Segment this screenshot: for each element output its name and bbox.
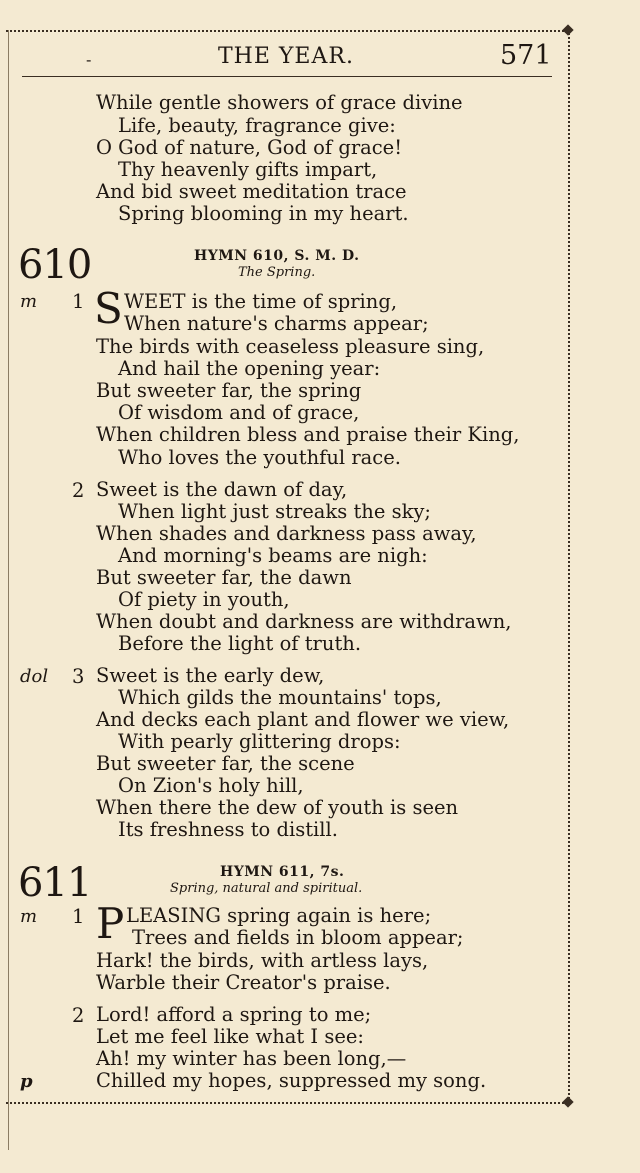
verse-line: Before the light of truth.: [118, 632, 362, 655]
verse-line: Trees and fields in bloom appear;: [132, 926, 464, 949]
verse-line: Sweet is the dawn of day,: [96, 478, 348, 501]
header-rule: [22, 76, 552, 77]
stanza-number: 1: [72, 290, 85, 313]
verse-line: Who loves the youthful race.: [118, 446, 401, 469]
verse-line: Its freshness to distill.: [118, 818, 338, 841]
verse-line: When doubt and darkness are withdrawn,: [96, 610, 512, 633]
verse-line: WEET is the time of spring,: [124, 290, 398, 313]
verse-line: Warble their Creator's praise.: [96, 971, 391, 994]
bottom-border-rule: [6, 1102, 568, 1104]
verse-line: Ah! my winter has been long,—: [96, 1047, 407, 1070]
dynamic-mark: m: [20, 291, 38, 312]
verse-line: Chilled my hopes, suppressed my song.: [96, 1069, 487, 1092]
left-margin-line: [8, 30, 9, 1150]
hymn-number: 611: [18, 860, 92, 906]
stanza-number: 2: [72, 1004, 85, 1027]
drop-cap: P: [96, 899, 125, 948]
verse-line: Life, beauty, fragrance give:: [118, 114, 396, 137]
verse-line: Hark! the birds, with artless lays,: [96, 949, 429, 972]
verse-line: Let me feel like what I see:: [96, 1025, 364, 1048]
border-ornament: [562, 1096, 573, 1107]
verse-line: Sweet is the early dew,: [96, 664, 325, 687]
stanza-number: 2: [72, 479, 85, 502]
header-mark: -: [86, 50, 92, 69]
verse-line: And decks each plant and flower we view,: [96, 708, 510, 731]
verse-line: While gentle showers of grace divine: [96, 91, 463, 114]
hymn-subtitle: Spring, natural and spiritual.: [170, 881, 363, 896]
verse-line: When shades and darkness pass away,: [96, 522, 477, 545]
verse-line: Thy heavenly gifts impart,: [118, 158, 378, 181]
verse-line: And hail the opening year:: [118, 357, 381, 380]
hymn-subtitle: The Spring.: [238, 265, 316, 280]
stanza-number: 3: [72, 665, 85, 688]
verse-line: When light just streaks the sky;: [118, 500, 431, 523]
verse-line: And morning's beams are nigh:: [118, 544, 428, 567]
stanza-number: 1: [72, 905, 85, 928]
top-border-rule: [6, 30, 568, 32]
verse-line: But sweeter far, the scene: [96, 752, 355, 775]
verse-line: When there the dew of youth is seen: [96, 796, 459, 819]
running-title: THE YEAR.: [218, 44, 354, 69]
verse-line: When nature's charms appear;: [124, 312, 429, 335]
verse-line: Spring blooming in my heart.: [118, 202, 409, 225]
verse-line: Which gilds the mountains' tops,: [118, 686, 442, 709]
hymn-number: 610: [18, 242, 92, 288]
right-border-rule: [568, 30, 570, 1102]
verse-line: But sweeter far, the dawn: [96, 566, 352, 589]
verse-line: And bid sweet meditation trace: [96, 180, 407, 203]
verse-line: On Zion's holy hill,: [118, 774, 304, 797]
hymn-title: HYMN 610, S. M. D.: [194, 248, 360, 264]
dynamic-mark: dol: [20, 666, 49, 687]
verse-line: With pearly glittering drops:: [118, 730, 401, 753]
verse-line: Of wisdom and of grace,: [118, 401, 360, 424]
page-number: 571: [500, 40, 552, 71]
verse-line: But sweeter far, the spring: [96, 379, 362, 402]
drop-cap: S: [94, 284, 123, 333]
verse-line: O God of nature, God of grace!: [96, 136, 403, 159]
verse-line: The birds with ceaseless pleasure sing,: [96, 335, 485, 358]
hymn-title: HYMN 611, 7s.: [220, 864, 345, 880]
verse-line: Of piety in youth,: [118, 588, 290, 611]
verse-line: When children bless and praise their King,: [96, 423, 520, 446]
verse-line: LEASING spring again is here;: [126, 904, 432, 927]
dynamic-mark: m: [20, 906, 38, 927]
dynamic-mark: p: [20, 1071, 33, 1092]
verse-line: Lord! afford a spring to me;: [96, 1003, 372, 1026]
